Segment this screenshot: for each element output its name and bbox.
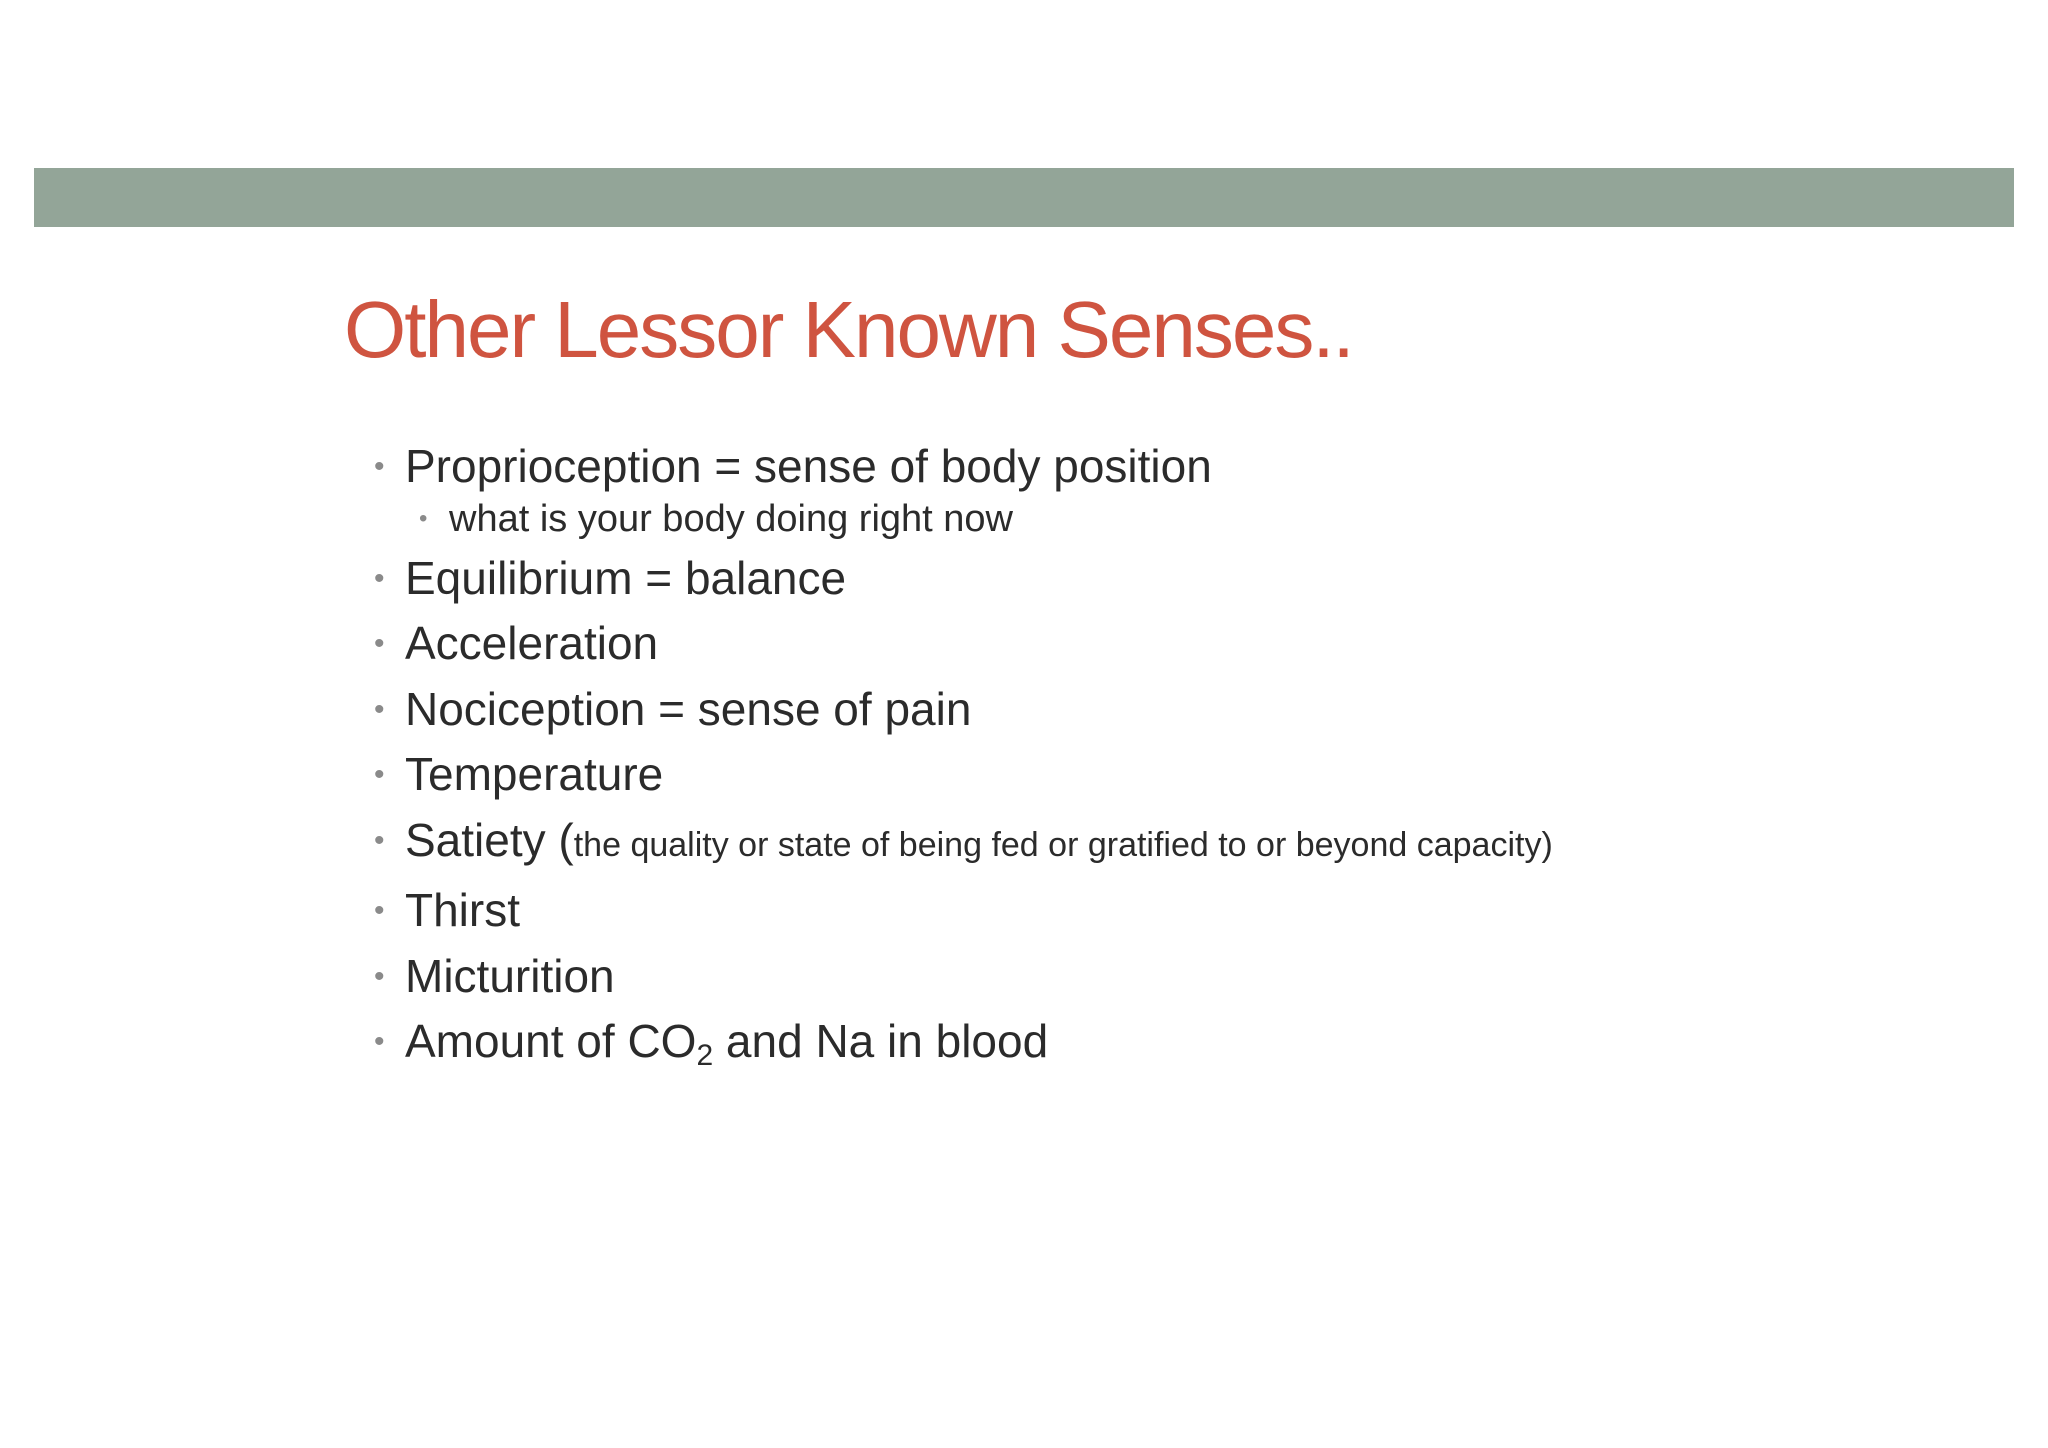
bullet-dot-icon: • [374,561,385,595]
sub-bullet-item [374,492,1934,546]
bullet-dot-icon: • [374,823,385,857]
bullet-text: Proprioception = sense of body position [405,440,1212,492]
bullet-text: Acceleration [405,617,659,669]
bullet-item-temperature [374,742,1934,808]
bullet-text-after: and Na in blood [713,1015,1049,1067]
bullet-text: Micturition [405,949,615,1002]
bullet-text: Temperature [405,748,664,800]
bullet-item-proprioception [374,434,1934,500]
bullet-item-equilibrium [374,546,1934,612]
satiety-definition: the quality or state of being fed or gratified to or beyond capacity) [573,825,1553,864]
bullet-dot-icon: • [374,1025,385,1058]
bullet-dot-icon: • [374,692,385,726]
bullet-text: Thirst [405,884,520,936]
bullet-item-co2-na [374,1009,1934,1075]
bullet-dot-icon: • [419,504,428,532]
slide-title: Other Lessor Known Senses.. [344,285,1353,374]
bullet-text: Nociception = sense of pain [405,682,972,735]
bullet-item-acceleration [374,611,1934,677]
bullet-item-nociception [374,677,1934,743]
sub-bullet-text: what is your body doing right now [449,497,1013,540]
bullet-dot-icon: • [374,894,385,927]
bullet-dot-icon: • [374,627,385,660]
bullet-text-before: Amount of CO [405,1015,697,1067]
bullet-list [374,434,1934,1075]
bullet-item-micturition [374,944,1934,1010]
bullet-item-thirst [374,878,1934,944]
bullet-dot-icon: • [374,450,385,483]
subscript-two: 2 [696,1039,714,1072]
header-band [34,168,2014,227]
bullet-text: Satiety ( [405,813,574,866]
bullet-dot-icon: • [374,758,385,791]
bullet-dot-icon: • [374,959,385,993]
bullet-item-satiety [374,808,1934,879]
bullet-text: Equilibrium = balance [405,551,847,604]
